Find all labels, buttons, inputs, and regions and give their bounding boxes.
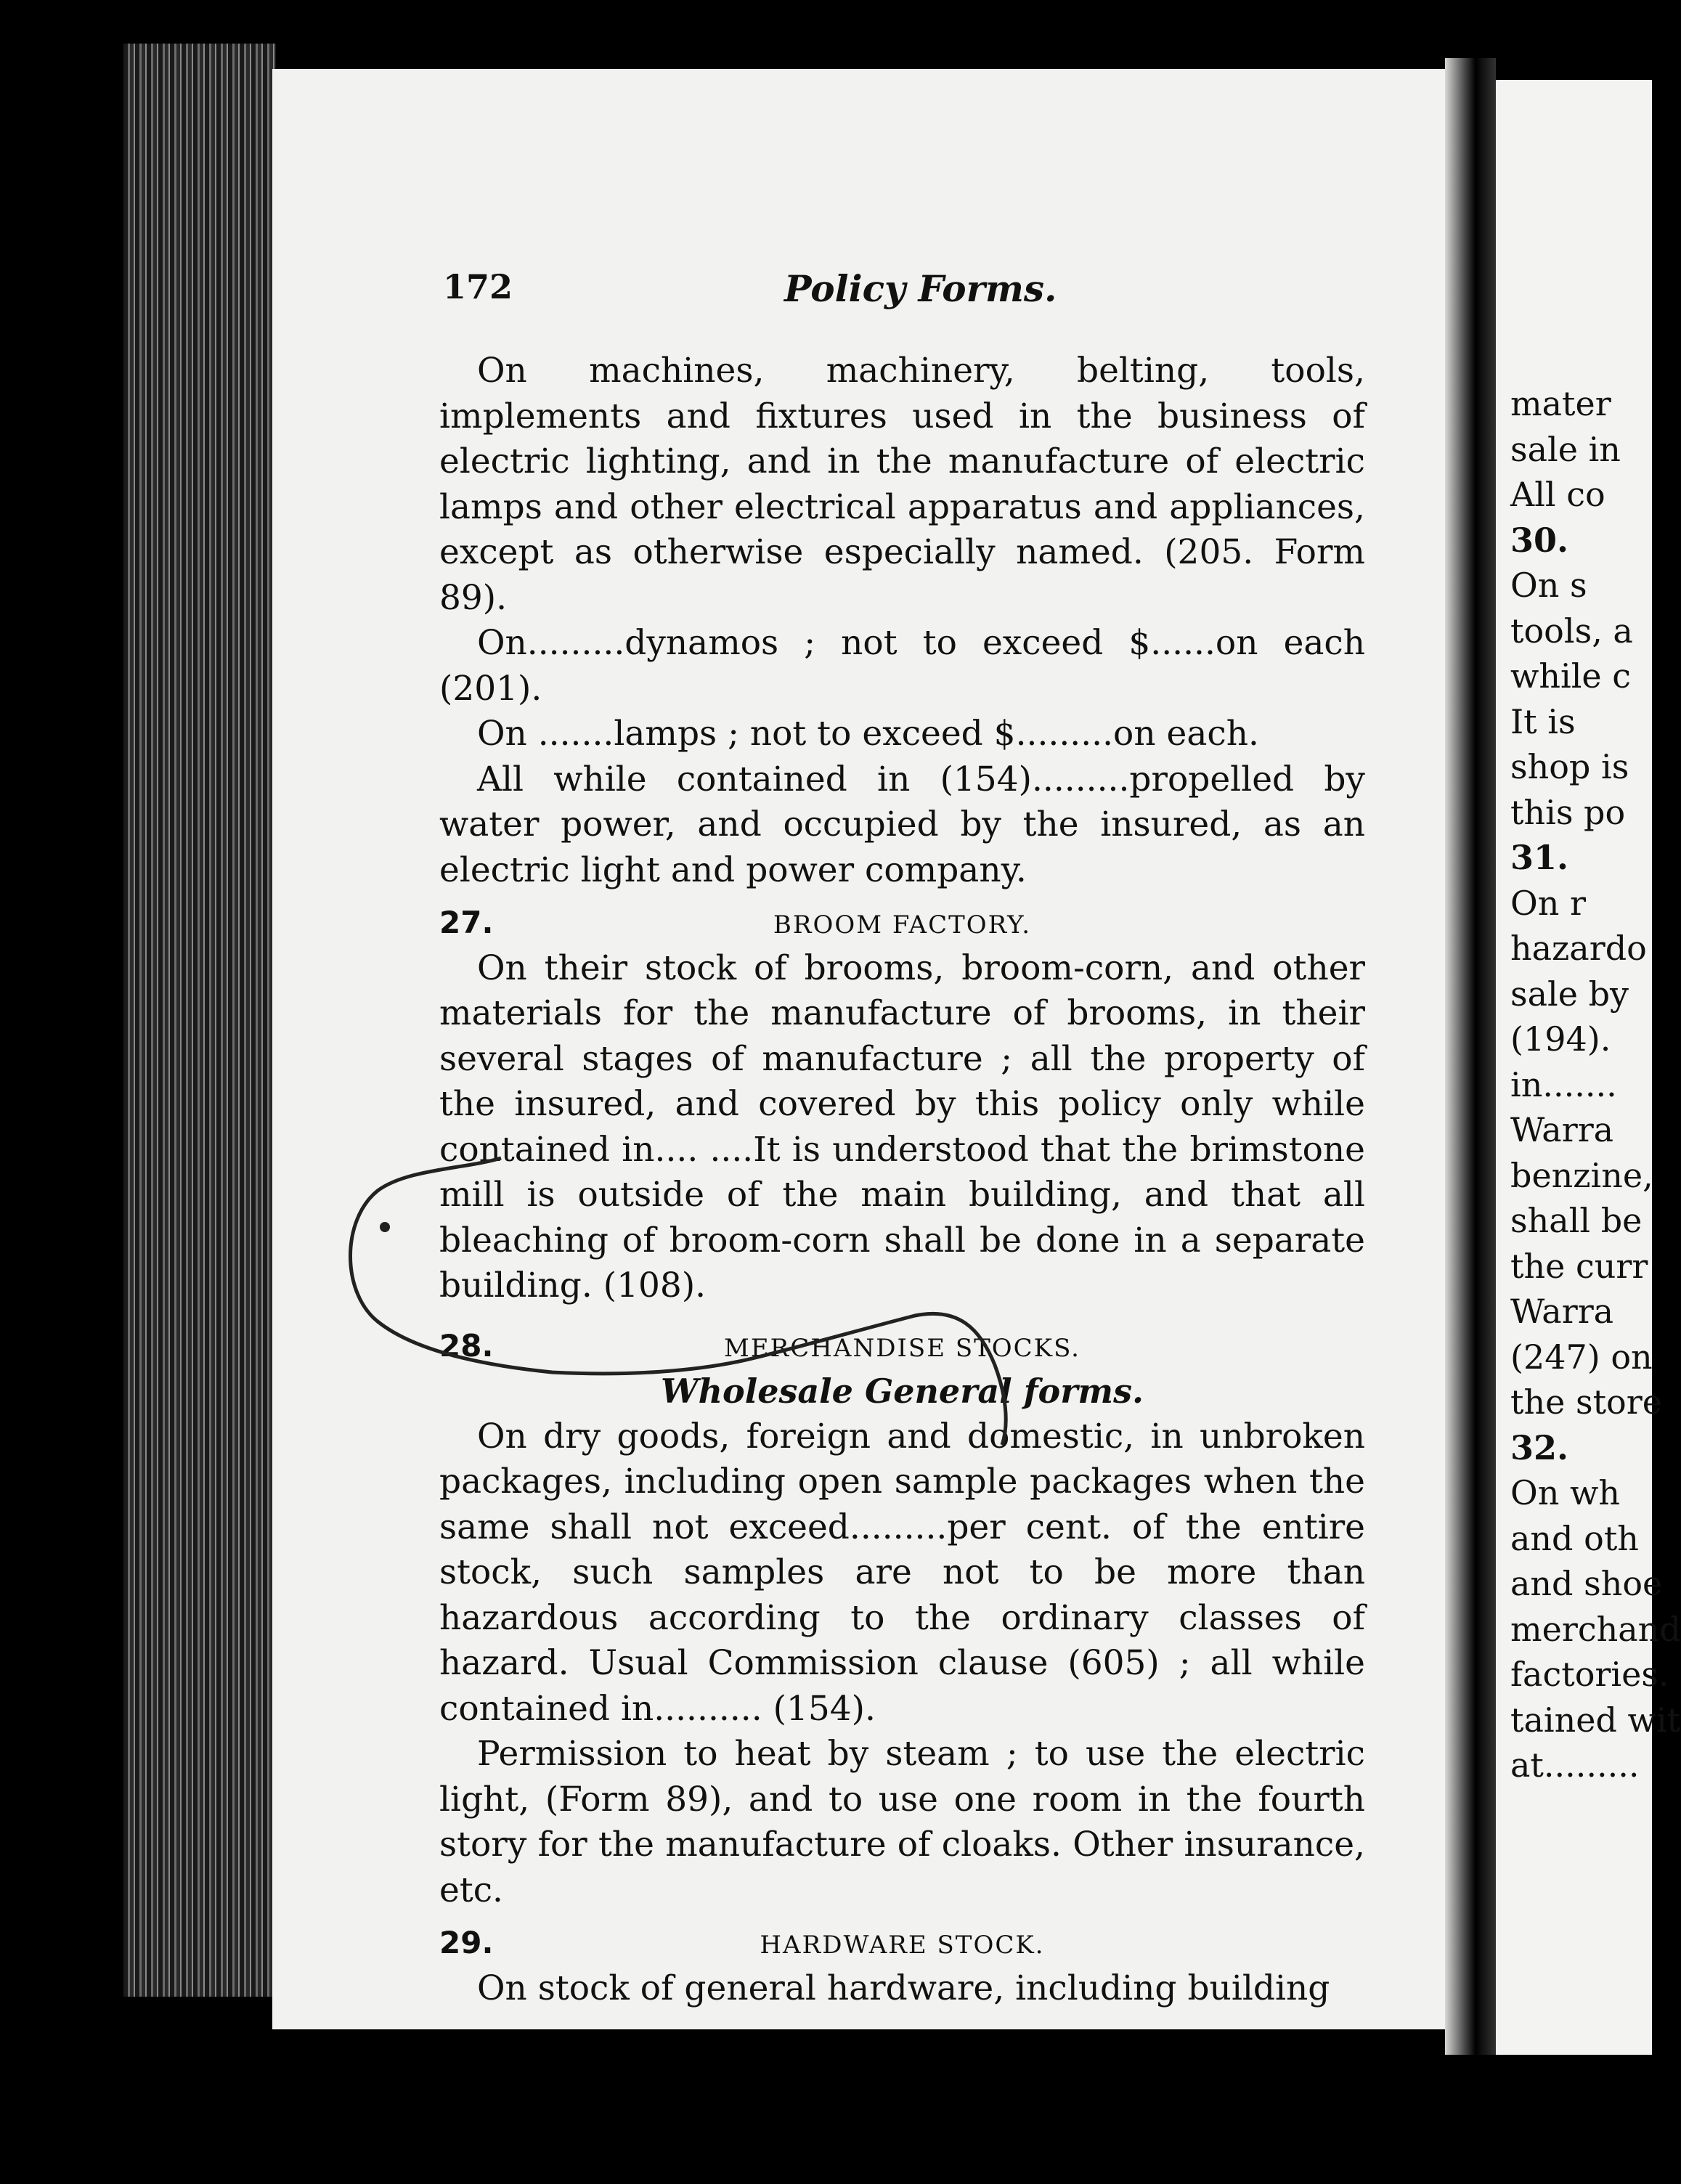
right-fragment: tools, a <box>1510 611 1633 651</box>
right-fragment: All co <box>1510 475 1605 514</box>
right-fragment: while c <box>1510 656 1632 696</box>
right-fragment: Warra <box>1510 1110 1614 1149</box>
page-number: 172 <box>443 267 513 306</box>
intro-paragraph: On machines, machinery, belting, tools, implements and fixtures used in the business of electric lighting, and in the manufacture of electric lamps and other electrical apparatus and appliances, except as otherwise especially named. (205. Form 89). <box>439 351 1365 618</box>
right-fragment: shall be <box>1510 1201 1643 1240</box>
right-fragment: benzine, <box>1510 1155 1653 1195</box>
right-fragment: in....... <box>1510 1064 1617 1104</box>
section-29-heading <box>439 1920 1365 1966</box>
right-fragment: merchand <box>1510 1609 1681 1649</box>
book-page-edges <box>123 44 276 1997</box>
main-text-column <box>439 349 1365 2011</box>
right-fragment: sale in <box>1510 429 1621 469</box>
right-fragment: 31. <box>1510 838 1569 877</box>
section-number: 28. <box>439 1327 494 1364</box>
right-fragment: (247) on <box>1510 1337 1653 1377</box>
right-fragment: 30. <box>1510 520 1569 560</box>
right-fragment: On r <box>1510 883 1586 923</box>
right-fragment: mater <box>1510 384 1611 423</box>
section-28-subtitle: Wholesale General forms. <box>660 1372 1144 1411</box>
right-fragment: the curr <box>1510 1246 1648 1286</box>
section-title: MERCHANDISE STOCKS. <box>724 1333 1080 1363</box>
right-fragment: at......... <box>1510 1745 1640 1785</box>
dynamos-line: On.........dynamos ; not to exceed $......on each (201). <box>439 623 1365 709</box>
right-fragment: this po <box>1510 792 1626 832</box>
right-fragment: the store <box>1510 1382 1662 1422</box>
right-page-text <box>1510 381 1681 1788</box>
section-title: BROOM FACTORY. <box>773 910 1032 940</box>
right-fragment: and shoe <box>1510 1564 1663 1603</box>
section-29-paragraph: On stock of general hardware, including building <box>477 1968 1330 2008</box>
right-fragment: sale by <box>1510 974 1629 1014</box>
right-fragment: It is <box>1510 701 1576 741</box>
right-fragment: tained wit <box>1510 1700 1681 1740</box>
section-27-paragraph: On their stock of brooms, broom-corn, and other materials for the manufacture of brooms, in their several stages of manufacture ; all the property of the insured, and covered by this policy only while contained in.... ....It is understood that the brimstone mill is outside of the main building, and that all bleaching of broom-corn shall be done in a separate building. (108). <box>439 948 1365 1305</box>
right-fragment: factories. <box>1510 1655 1669 1694</box>
right-fragment: On s <box>1510 566 1587 605</box>
contained-paragraph: All while contained in (154).........propelled by water power, and occupied by the insured, as an electric light and power company. <box>439 759 1365 890</box>
section-27-heading <box>439 900 1365 946</box>
running-head: Policy Forms. <box>784 267 1057 310</box>
section-28-heading <box>439 1324 1365 1369</box>
right-fragment: 32. <box>1510 1427 1569 1467</box>
right-fragment: On wh <box>1510 1473 1620 1512</box>
section-28-permission-paragraph: Permission to heat by steam ; to use the electric light, (Form 89), and to use one room in the fourth story for the manufacture of cloaks. Other insurance, etc. <box>439 1734 1365 1910</box>
right-fragment: hazardo <box>1510 929 1647 968</box>
right-fragment: and oth <box>1510 1518 1639 1558</box>
right-fragment: Warra <box>1510 1292 1614 1331</box>
section-title: HARDWARE STOCK. <box>760 1931 1045 1960</box>
section-number: 27. <box>439 905 494 940</box>
page-header <box>443 267 1369 311</box>
right-fragment: shop is <box>1510 747 1629 786</box>
right-fragment: (194). <box>1510 1019 1611 1059</box>
section-number: 29. <box>439 1925 494 1960</box>
section-28-paragraph: On dry goods, foreign and domestic, in unbroken packages, including open sample packages when the same shall not exceed.........per cent. of the entire stock, such samples are not to be more than hazardous according to the ordinary classes of hazard. Usual Commission clause (605) ; all while contained in.......... (154). <box>439 1416 1365 1729</box>
book-gutter <box>1445 58 1496 2055</box>
lamps-line: On .......lamps ; not to exceed $.........on each. <box>477 714 1259 754</box>
